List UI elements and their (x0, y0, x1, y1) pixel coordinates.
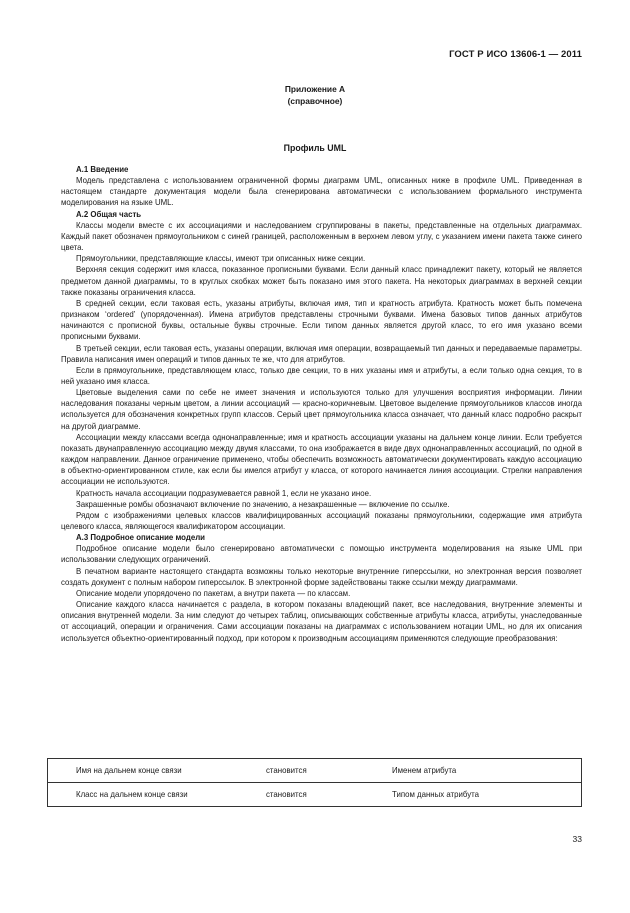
standard-code: ГОСТ Р ИСО 13606-1 — 2011 (449, 49, 582, 60)
paragraph: Если в прямоугольнике, представляющем класс, только две секции, то в них указаны имя и атрибуты, а если только одна секция, то в ней указано имя класса. (61, 365, 582, 386)
paragraph: Подробное описание модели было сгенерировано автоматически с помощью инструмента моделирования на языке UML при использовании следующих ограничений. (61, 544, 582, 565)
annex-label (0, 83, 630, 107)
table-row (48, 759, 582, 783)
paragraph: Модель представлена с использованием ограниченной формы диаграмм UML, описанных ниже в профиле UML. Приведенная в настоящем стандарте документация модели была сгенерирована автоматически с использованием формального инструмента моделирования на языке UML. (61, 176, 582, 208)
paragraph: В печатном варианте настоящего стандарта возможны только некоторые внутренние гиперссылки, но электронная версия позволяет создать документ с полным набором гиперссылок. В электронной форме задействованы также ссылки между диаграммами. (61, 566, 582, 587)
table-cell: Класс на дальнем конце связи (48, 783, 267, 807)
transformation-table (47, 758, 582, 807)
paragraph: Кратность начала ассоциации подразумевается равной 1, если не указано иное. (76, 488, 372, 498)
paragraph: Ассоциации между классами всегда однонаправленные; имя и кратность ассоциации указаны на дальнем конце линии. Если требуется показать двунаправленную ассоциацию между двумя классами, то она изображается в виде двух однонаправленных ассоциаций, по одной в каждом направлении. Данное ограничение применено, чтобы обеспечить возможность автоматически документировать каждую ассоциацию в объектно-ориентированном стиле, как если бы имелся атрибут у класса, от которого начинается линия ассоциации. Стрелки направления ассоциации не используются. (61, 432, 582, 487)
section-heading: А.3 Подробное описание модели (76, 533, 205, 543)
table-cell: Типом данных атрибута (392, 783, 582, 807)
table-cell: становится (266, 783, 392, 807)
annex-title: Приложение А (284, 84, 346, 94)
page-number: 33 (572, 834, 582, 844)
paragraph: Прямоугольники, представляющие классы, имеют три описанных ниже секции. (76, 254, 366, 264)
paragraph: Закрашенные ромбы обозначают включение по значению, а незакрашенные — включение по ссылке. (76, 499, 450, 509)
document-body (61, 164, 582, 644)
paragraph: Рядом с изображениями целевых классов квалифицированных ассоциаций показаны прямоугольники, содержащие имя атрибута целевого класса, являющегося квалификатором ассоциации. (61, 510, 582, 531)
table-cell: Имя на дальнем конце связи (48, 759, 267, 783)
table-cell: Именем атрибута (392, 759, 582, 783)
paragraph: В средней секции, если таковая есть, указаны атрибуты, включая имя, тип и кратность атрибута. Кратность может быть помечена признаком ‘ordered’ (упорядоченная). Имена атрибутов представлены строчными буквами. Имена базовых типов данных атрибутов начинаются с прописной буквы, остальные буквы строчные. Если типом данных является другой класс, то его имя указано всеми прописными буквами. (61, 298, 582, 342)
paragraph: В третьей секции, если таковая есть, указаны операции, включая имя операции, возвращаемый тип данных и передаваемые параметры. Правила написания имен операций и типов данных те же, что для атрибутов. (61, 343, 582, 364)
table-cell: становится (266, 759, 392, 783)
paragraph: Цветовые выделения сами по себе не имеет значения и используются только для улучшения восприятия информации. Линии наследования показаны черным цветом, а линии ассоциаций — красно-коричневым. Цветовое выделение прямоугольников классов иногда используется для обозначения конкретных групп классов. Серый цвет прямоугольника класса означает, что данный класс подробно раскрыт на другой диаграмме. (61, 388, 582, 431)
section-title: Профиль UML (283, 143, 347, 153)
paragraph: Описание модели упорядочено по пакетам, а внутри пакета — по классам. (76, 588, 351, 598)
table-row (48, 783, 582, 807)
paragraph: Верхняя секция содержит имя класса, показанное прописными буквами. Если данный класс принадлежит пакету, который не является предметом данной диаграммы, то в круглых скобках может быть показано имя этого пакета. На некоторых диаграммах в верхней секции также показаны ограничения класса. (61, 265, 582, 297)
paragraph: Описание каждого класса начинается с раздела, в котором показаны владеющий пакет, все наследования, внутренние элементы и описания внутренней модели. За ним следуют до четырех таблиц, описывающих собственные атрибуты класса, атрибуты, унаследованные от ассоциаций, операции и ограничения. Сами ассоциации показаны на диаграммах с использованием нотации UML, но для их описания используется объектно-ориентированный подход, при котором к производным ассоциациям применяются следующие преобразования: (61, 600, 582, 643)
paragraph: Классы модели вместе с их ассоциациями и наследованием сгруппированы в пакеты, представленные на отдельных диаграммах. Каждый пакет обозначен прямоугольником с синей границей, расположенным в верхнем левом углу, с указанием имени пакета также синего цвета. (61, 220, 582, 253)
section-heading: А.1 Введение (76, 165, 129, 174)
annex-type: (справочное) (287, 96, 343, 106)
section-heading: А.2 Общая часть (76, 209, 142, 219)
